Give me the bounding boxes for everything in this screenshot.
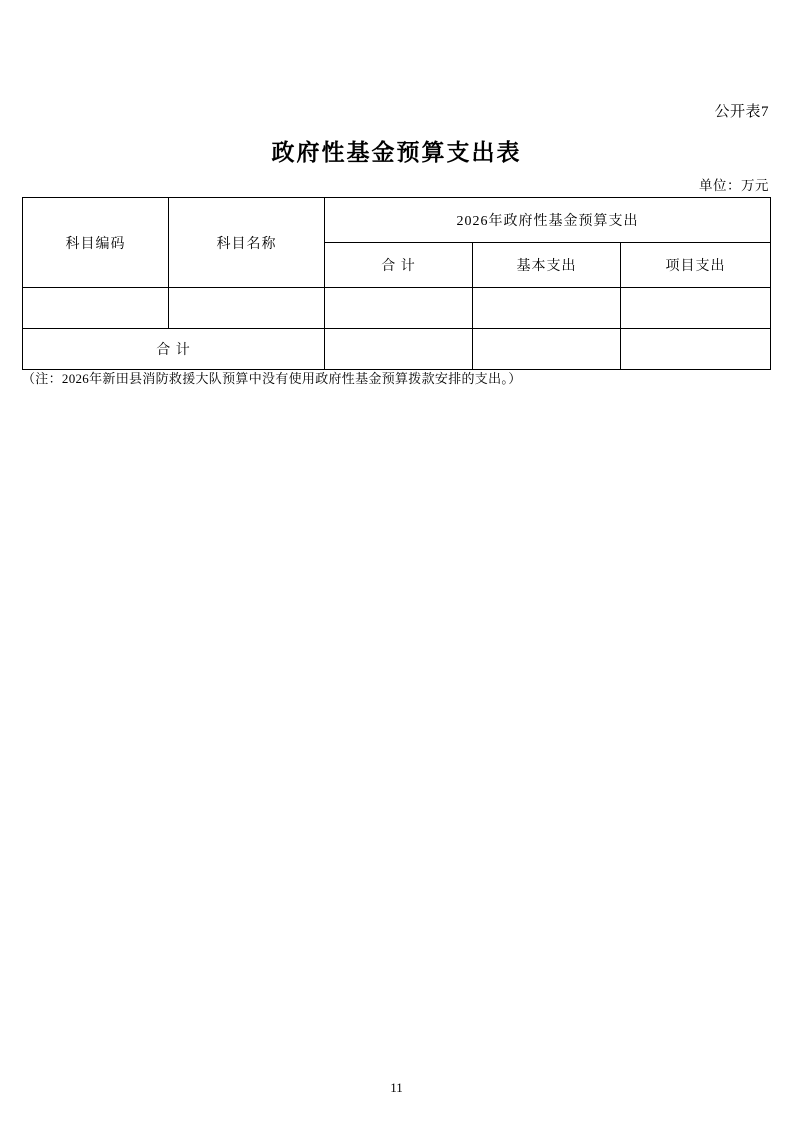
cell-subject-code <box>23 288 169 329</box>
sheet-label: 公开表7 <box>714 104 769 120</box>
header-group-expenditure: 2026年政府性基金预算支出 <box>325 198 771 243</box>
table-header-row-1 <box>23 198 771 243</box>
header-subject-code: 科目编码 <box>23 198 169 288</box>
cell-basic <box>473 288 621 329</box>
page-number: 11 <box>390 1080 403 1095</box>
page-title: 政府性基金预算支出表 <box>271 140 522 166</box>
header-total: 合 计 <box>325 243 473 288</box>
total-row-label: 合 计 <box>23 329 325 370</box>
budget-table-wrapper <box>22 197 770 370</box>
total-row-project <box>621 329 771 370</box>
cell-subject-name <box>169 288 325 329</box>
cell-total <box>325 288 473 329</box>
total-row-total <box>325 329 473 370</box>
cell-project <box>621 288 771 329</box>
total-row-basic <box>473 329 621 370</box>
table-total-row <box>23 329 771 370</box>
table-row <box>23 288 771 329</box>
table-note: （注：2026年新田县消防救援大队预算中没有使用政府性基金预算拨款安排的支出。） <box>22 371 522 386</box>
budget-table <box>22 197 771 370</box>
unit-label: 单位：万元 <box>699 178 769 193</box>
header-project-expenditure: 项目支出 <box>621 243 771 288</box>
header-subject-name: 科目名称 <box>169 198 325 288</box>
header-basic-expenditure: 基本支出 <box>473 243 621 288</box>
